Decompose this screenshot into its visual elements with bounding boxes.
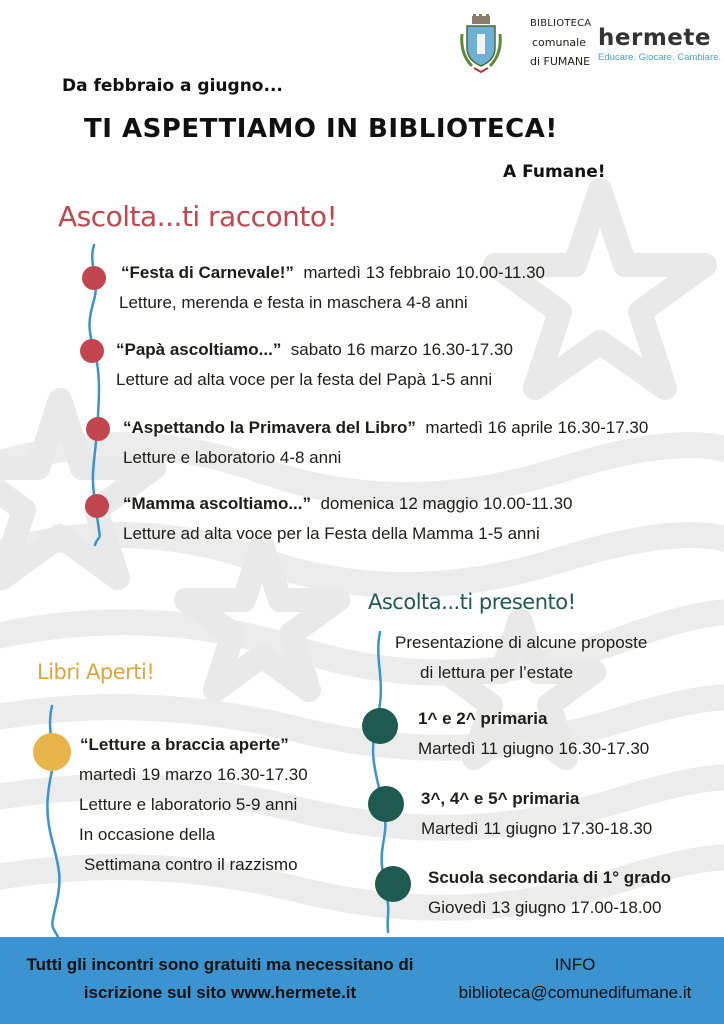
timeline-dot: [368, 786, 404, 822]
timeline-dot: [80, 339, 104, 363]
event-date: martedì 13 febbraio 10.00-11.30: [303, 263, 545, 282]
event-date: martedì 16 aprile 16.30-17.30: [425, 418, 649, 437]
event-title-line: [116, 340, 513, 360]
event-name-text: Scuola secondaria di 1° grado: [428, 868, 671, 887]
libri-line: Letture e laboratorio 5-9 anni: [79, 795, 298, 814]
event-name: “Papà ascoltiamo...”: [116, 340, 282, 359]
event-description: Letture ad alta voce per la Festa della Mamma 1-5 anni: [123, 524, 540, 543]
timeline-dot: [362, 708, 398, 744]
event-name: “Festa di Carnevale!”: [121, 263, 294, 282]
timeline-dot: [82, 266, 106, 290]
library-logo-line3: di FUMANE: [530, 55, 591, 68]
presento-intro-line: Presentazione di alcune proposte: [395, 633, 648, 652]
footer-note-line2: iscrizione sul sito www.hermete.it: [83, 983, 357, 1002]
section-title-racconto: Ascolta...ti racconto!: [58, 200, 338, 233]
event-name: [421, 789, 579, 809]
page-title: TI ASPETTIAMO IN BIBLIOTECA!: [84, 114, 558, 144]
event-date: sabato 16 marzo 16.30-17.30: [290, 340, 513, 359]
event-name: “Mamma ascoltiamo...”: [123, 494, 312, 513]
library-logo-line1: BIBLIOTECA: [530, 18, 592, 29]
footer-info: [440, 951, 710, 1007]
event-date: Giovedì 13 giugno 17.00-18.00: [428, 898, 662, 917]
event-name-text: 3^, 4^ e 5^ primaria: [421, 789, 580, 808]
timeline-dot: [33, 733, 71, 771]
timeline-dot: [86, 417, 110, 441]
town-crest-logo: [458, 14, 504, 74]
footer-note: [0, 951, 440, 1007]
event-description: Letture ad alta voce per la festa del Papà 1-5 anni: [116, 370, 493, 389]
hermete-logo: [598, 26, 721, 64]
event-date: Martedì 11 giugno 16.30-17.30: [418, 739, 650, 758]
event-title-line: [121, 263, 545, 283]
event-name: [428, 868, 671, 888]
footer-email: biblioteca@comunedifumane.it: [458, 983, 692, 1002]
footer-info-label: INFO: [554, 955, 596, 974]
event-name: “Aspettando la Primavera del Libro”: [123, 418, 416, 437]
library-logo-line2: comunale: [532, 36, 587, 49]
subtitle: Da febbraio a giugno...: [62, 76, 283, 96]
event-description: Letture, merenda e festa in maschera 4-8 anni: [119, 293, 468, 312]
timeline-dot: [375, 866, 411, 902]
event-date: domenica 12 maggio 10.00-11.30: [320, 494, 573, 513]
place-label: A Fumane!: [503, 162, 606, 182]
event-name: [80, 735, 289, 755]
hermete-logo-name: hermete: [598, 25, 711, 51]
timeline-dot: [85, 494, 109, 518]
event-name: [418, 709, 547, 729]
event-name-text: 1^ e 2^ primaria: [418, 709, 548, 728]
section-title-presento: Ascolta...ti presento!: [368, 590, 576, 614]
footer-note-line1: Tutti gli incontri sono gratuiti ma necessitano di: [26, 955, 414, 974]
libri-line: Settimana contro il razzismo: [84, 855, 298, 874]
event-title-line: [123, 494, 573, 514]
library-logo: [530, 14, 591, 71]
hermete-logo-tagline: Educare. Giocare. Cambiare.: [598, 52, 722, 63]
event-name-text: “Letture a braccia aperte”: [80, 735, 289, 754]
event-title-line: [123, 418, 648, 438]
libri-line: In occasione della: [79, 825, 216, 844]
section-title-libri-aperti: Libri Aperti!: [37, 660, 155, 684]
libri-line: martedì 19 marzo 16.30-17.30: [79, 765, 308, 784]
event-date: Martedì 11 giugno 17.30-18.30: [421, 819, 653, 838]
event-description: Letture e laboratorio 4-8 anni: [123, 448, 342, 467]
presento-intro-line: di lettura per l’estate: [420, 663, 574, 682]
